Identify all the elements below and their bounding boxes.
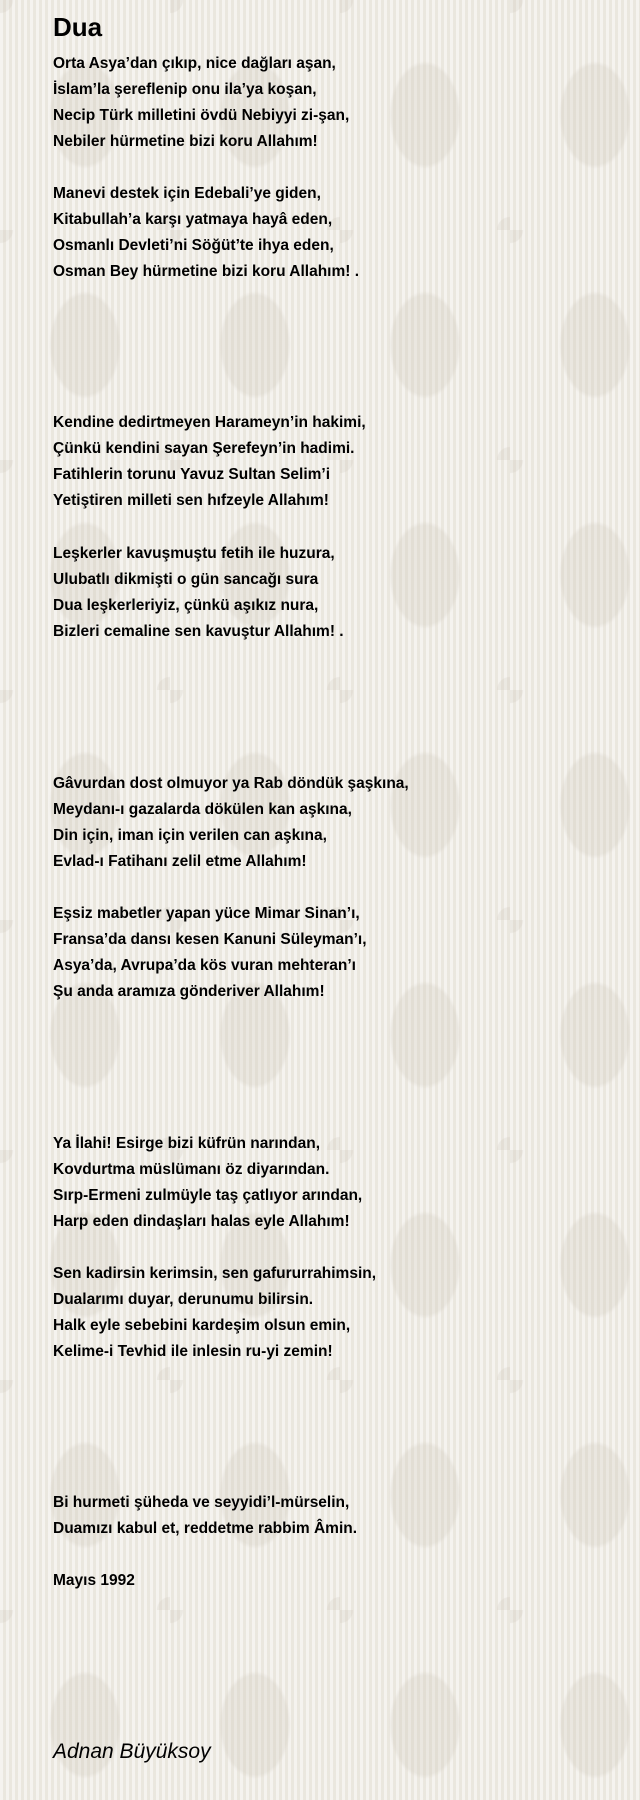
poem-line: Ya İlahi! Esirge bizi küfrün narından, bbox=[53, 1135, 320, 1152]
poem-line: Orta Asya’dan çıkıp, nice dağları aşan, bbox=[53, 55, 336, 72]
poem-line: Manevi destek için Edebali’ye giden, bbox=[53, 185, 321, 202]
poem-line: Harp eden dindaşları halas eyle Allahım! bbox=[53, 1213, 350, 1230]
poem-line: Asya’da, Avrupa’da kös vuran mehteran’ı bbox=[53, 957, 356, 974]
poem-line: Kitabullah’a karşı yatmaya hayâ eden, bbox=[53, 211, 333, 228]
poem-line: Sen kadirsin kerimsin, sen gafururrahimsin, bbox=[53, 1265, 377, 1282]
poem-line: Dualarımı duyar, derunumu bilirsin. bbox=[53, 1291, 314, 1308]
poem-line: Sırp-Ermeni zulmüyle taş çatlıyor arından, bbox=[53, 1187, 363, 1204]
poem-line: Fatihlerin torunu Yavuz Sultan Selim’i bbox=[53, 466, 331, 483]
poem-line: Necip Türk milletini övdü Nebiyyi zi-şan, bbox=[53, 107, 350, 124]
poem-line: Kovdurtma müslümanı öz diyarından. bbox=[53, 1161, 330, 1178]
poem-date bbox=[53, 1568, 613, 1594]
poem-line: Fransa’da dansı kesen Kanuni Süleyman’ı, bbox=[53, 931, 367, 948]
poem-line: Şu anda aramıza gönderiver Allahım! bbox=[53, 983, 325, 1000]
poem-line: Nebiler hürmetine bizi koru Allahım! bbox=[53, 133, 318, 150]
poem-line: Bi hurmeti şüheda ve seyyidi’l-mürselin, bbox=[53, 1494, 350, 1511]
poem-line: Bizleri cemaline sen kavuştur Allahım! . bbox=[53, 623, 344, 640]
poem-line: Çünkü kendini sayan Şerefeyn’in hadimi. bbox=[53, 440, 355, 457]
poem-line: Yetiştiren milleti sen hıfzeyle Allahım! bbox=[53, 492, 329, 509]
poem-line: Duamızı kabul et, reddetme rabbim Âmin. bbox=[53, 1520, 358, 1537]
stanza-3 bbox=[53, 410, 613, 514]
stanza-7 bbox=[53, 1131, 613, 1235]
poem-line: Gâvurdan dost olmuyor ya Rab döndük şaşkına, bbox=[53, 775, 409, 792]
stanza-6 bbox=[53, 901, 613, 1005]
date-line: Mayıs 1992 bbox=[53, 1572, 135, 1589]
poem-title: Dua bbox=[53, 12, 103, 42]
poem-line: Osmanlı Devleti’ni Söğüt’te ihya eden, bbox=[53, 237, 334, 254]
poem-line: Meydanı-ı gazalarda dökülen kan aşkına, bbox=[53, 801, 352, 818]
stanza-4 bbox=[53, 541, 613, 645]
poem-line: Osman Bey hürmetine bizi koru Allahım! . bbox=[53, 263, 360, 280]
poem-line: Dua leşkerleriyiz, çünkü aşıkız nura, bbox=[53, 597, 319, 614]
stanza-1 bbox=[53, 51, 613, 155]
poem-line: Eşsiz mabetler yapan yüce Mimar Sinan’ı, bbox=[53, 905, 360, 922]
author-name: Adnan Büyüksoy bbox=[53, 1740, 211, 1763]
poem-line: Din için, iman için verilen can aşkına, bbox=[53, 827, 327, 844]
stanza-2 bbox=[53, 181, 613, 285]
poem-line: Kelime-i Tevhid ile inlesin ru-yi zemin! bbox=[53, 1343, 333, 1360]
poem-line: İslam’la şereflenip onu ila’ya koşan, bbox=[53, 81, 317, 98]
poem-line: Evlad-ı Fatihanı zelil etme Allahım! bbox=[53, 853, 307, 870]
poem-line: Leşkerler kavuşmuştu fetih ile huzura, bbox=[53, 545, 335, 562]
stanza-8 bbox=[53, 1261, 613, 1365]
poem-line: Halk eyle sebebini kardeşim olsun emin, bbox=[53, 1317, 351, 1334]
stanza-5 bbox=[53, 771, 613, 875]
stanza-9 bbox=[53, 1490, 613, 1542]
poem-line: Ulubatlı dikmişti o gün sancağı sura bbox=[53, 571, 319, 588]
poem-line: Kendine dedirtmeyen Harameyn’in hakimi, bbox=[53, 414, 366, 431]
